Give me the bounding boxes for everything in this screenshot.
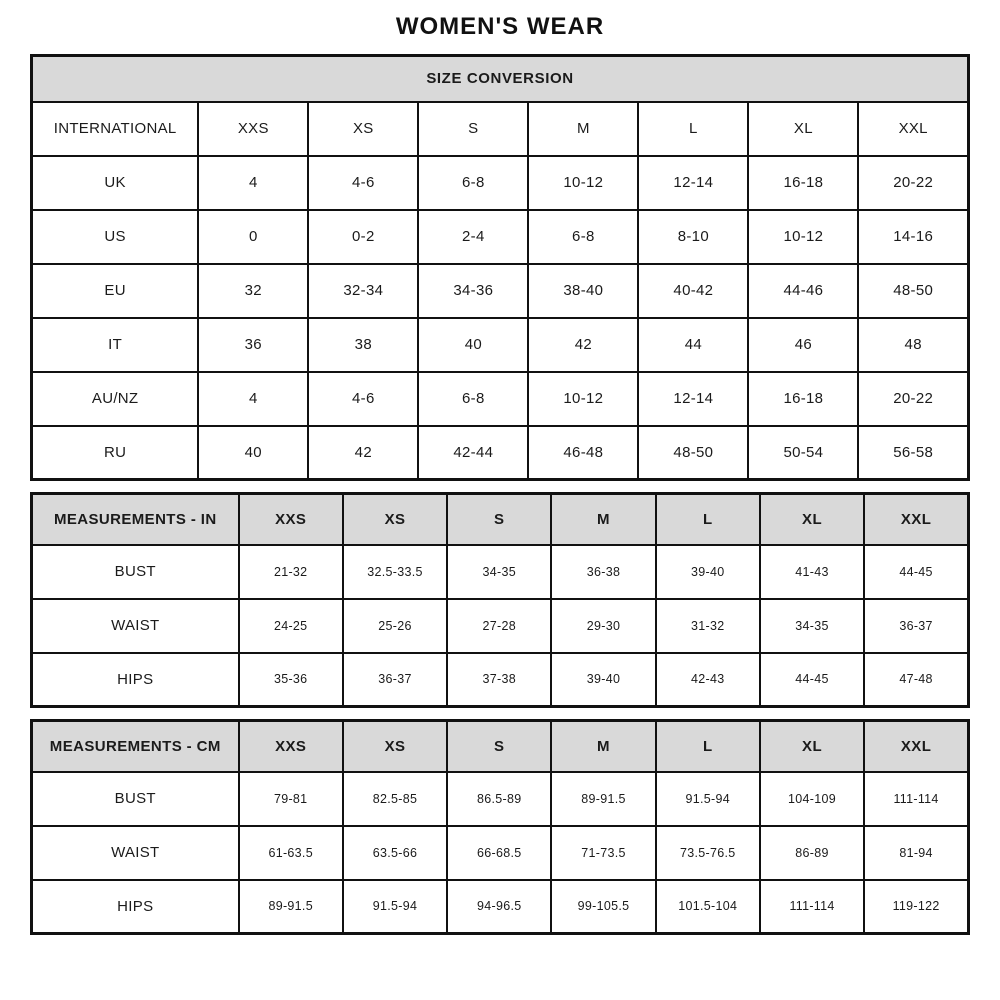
value-cell: 73.5-76.5	[656, 826, 760, 880]
measurements-in-table	[30, 492, 970, 708]
value-cell: 32-34	[308, 264, 418, 318]
value-cell: 38	[308, 318, 418, 372]
value-cell: 40	[418, 318, 528, 372]
value-cell: 36-37	[343, 653, 447, 707]
table-row-aunz	[32, 372, 969, 426]
row-label-cell: HIPS	[32, 880, 239, 934]
measurements-in-header-row	[32, 494, 969, 545]
table-title-cell: MEASUREMENTS - IN	[32, 494, 239, 545]
value-cell: 6-8	[528, 210, 638, 264]
column-header-cell: XL	[748, 102, 858, 156]
value-cell: 34-36	[418, 264, 528, 318]
value-cell: 82.5-85	[343, 772, 447, 826]
column-header-cell: XXL	[864, 721, 968, 772]
value-cell: 46	[748, 318, 858, 372]
value-cell: 48-50	[858, 264, 968, 318]
value-cell: 63.5-66	[343, 826, 447, 880]
value-cell: 42	[308, 426, 418, 480]
value-cell: 42-44	[418, 426, 528, 480]
table-row-waist-in	[32, 599, 969, 653]
table-row-waist-cm	[32, 826, 969, 880]
value-cell: 61-63.5	[239, 826, 343, 880]
value-cell: 21-32	[239, 545, 343, 599]
size-conversion-table	[30, 54, 970, 481]
value-cell: 35-36	[239, 653, 343, 707]
table-row-hips-in	[32, 653, 969, 707]
size-conversion-header-row	[32, 102, 969, 156]
table-row-eu	[32, 264, 969, 318]
value-cell: 91.5-94	[656, 772, 760, 826]
value-cell: 16-18	[748, 156, 858, 210]
value-cell: 4	[198, 156, 308, 210]
value-cell: 86-89	[760, 826, 864, 880]
table-title-cell: SIZE CONVERSION	[32, 56, 969, 102]
value-cell: 44-45	[864, 545, 968, 599]
value-cell: 29-30	[551, 599, 655, 653]
value-cell: 34-35	[447, 545, 551, 599]
value-cell: 71-73.5	[551, 826, 655, 880]
value-cell: 4	[198, 372, 308, 426]
table-title-cell: MEASUREMENTS - CM	[32, 721, 239, 772]
column-header-cell: XL	[760, 494, 864, 545]
value-cell: 81-94	[864, 826, 968, 880]
column-header-cell: XXS	[198, 102, 308, 156]
value-cell: 99-105.5	[551, 880, 655, 934]
value-cell: 119-122	[864, 880, 968, 934]
value-cell: 32	[198, 264, 308, 318]
value-cell: 36	[198, 318, 308, 372]
column-header-cell: M	[528, 102, 638, 156]
value-cell: 41-43	[760, 545, 864, 599]
row-label-cell: BUST	[32, 772, 239, 826]
value-cell: 40-42	[638, 264, 748, 318]
column-header-cell: L	[638, 102, 748, 156]
column-header-cell: XS	[343, 721, 447, 772]
value-cell: 25-26	[343, 599, 447, 653]
value-cell: 36-37	[864, 599, 968, 653]
value-cell: 89-91.5	[239, 880, 343, 934]
value-cell: 8-10	[638, 210, 748, 264]
column-header-cell: INTERNATIONAL	[32, 102, 199, 156]
value-cell: 32.5-33.5	[343, 545, 447, 599]
value-cell: 66-68.5	[447, 826, 551, 880]
table-row-hips-cm	[32, 880, 969, 934]
row-label-cell: BUST	[32, 545, 239, 599]
value-cell: 86.5-89	[447, 772, 551, 826]
value-cell: 44-45	[760, 653, 864, 707]
column-header-cell: XXL	[858, 102, 968, 156]
value-cell: 14-16	[858, 210, 968, 264]
value-cell: 10-12	[528, 156, 638, 210]
value-cell: 101.5-104	[656, 880, 760, 934]
value-cell: 91.5-94	[343, 880, 447, 934]
value-cell: 4-6	[308, 372, 418, 426]
value-cell: 47-48	[864, 653, 968, 707]
value-cell: 27-28	[447, 599, 551, 653]
value-cell: 40	[198, 426, 308, 480]
value-cell: 94-96.5	[447, 880, 551, 934]
value-cell: 46-48	[528, 426, 638, 480]
value-cell: 104-109	[760, 772, 864, 826]
column-header-cell: L	[656, 721, 760, 772]
value-cell: 34-35	[760, 599, 864, 653]
row-label-cell: EU	[32, 264, 199, 318]
column-header-cell: L	[656, 494, 760, 545]
column-header-cell: S	[447, 494, 551, 545]
column-header-cell: XL	[760, 721, 864, 772]
table-row-bust-cm	[32, 772, 969, 826]
column-header-cell: XXS	[239, 494, 343, 545]
value-cell: 42-43	[656, 653, 760, 707]
value-cell: 44	[638, 318, 748, 372]
value-cell: 2-4	[418, 210, 528, 264]
table-row-bust-in	[32, 545, 969, 599]
column-header-cell: XXL	[864, 494, 968, 545]
measurements-cm-table	[30, 719, 970, 935]
value-cell: 10-12	[528, 372, 638, 426]
value-cell: 6-8	[418, 156, 528, 210]
row-label-cell: US	[32, 210, 199, 264]
value-cell: 44-46	[748, 264, 858, 318]
row-label-cell: IT	[32, 318, 199, 372]
value-cell: 10-12	[748, 210, 858, 264]
table-row-uk	[32, 156, 969, 210]
value-cell: 42	[528, 318, 638, 372]
row-label-cell: WAIST	[32, 599, 239, 653]
value-cell: 31-32	[656, 599, 760, 653]
column-header-cell: S	[447, 721, 551, 772]
column-header-cell: XXS	[239, 721, 343, 772]
value-cell: 39-40	[551, 653, 655, 707]
value-cell: 89-91.5	[551, 772, 655, 826]
row-label-cell: RU	[32, 426, 199, 480]
row-label-cell: UK	[32, 156, 199, 210]
column-header-cell: XS	[343, 494, 447, 545]
row-label-cell: WAIST	[32, 826, 239, 880]
row-label-cell: AU/NZ	[32, 372, 199, 426]
table-row-it	[32, 318, 969, 372]
table-row-us	[32, 210, 969, 264]
table-row-ru	[32, 426, 969, 480]
measurements-cm-header-row	[32, 721, 969, 772]
column-header-cell: M	[551, 494, 655, 545]
value-cell: 39-40	[656, 545, 760, 599]
value-cell: 111-114	[760, 880, 864, 934]
value-cell: 111-114	[864, 772, 968, 826]
value-cell: 12-14	[638, 372, 748, 426]
column-header-cell: XS	[308, 102, 418, 156]
value-cell: 20-22	[858, 372, 968, 426]
value-cell: 4-6	[308, 156, 418, 210]
size-conversion-title-row	[32, 56, 969, 102]
value-cell: 56-58	[858, 426, 968, 480]
value-cell: 0-2	[308, 210, 418, 264]
value-cell: 38-40	[528, 264, 638, 318]
value-cell: 36-38	[551, 545, 655, 599]
value-cell: 50-54	[748, 426, 858, 480]
value-cell: 20-22	[858, 156, 968, 210]
row-label-cell: HIPS	[32, 653, 239, 707]
column-header-cell: S	[418, 102, 528, 156]
value-cell: 16-18	[748, 372, 858, 426]
value-cell: 24-25	[239, 599, 343, 653]
value-cell: 79-81	[239, 772, 343, 826]
page-title: WOMEN'S WEAR	[395, 13, 605, 40]
value-cell: 12-14	[638, 156, 748, 210]
column-header-cell: M	[551, 721, 655, 772]
value-cell: 0	[198, 210, 308, 264]
value-cell: 37-38	[447, 653, 551, 707]
value-cell: 6-8	[418, 372, 528, 426]
value-cell: 48	[858, 318, 968, 372]
value-cell: 48-50	[638, 426, 748, 480]
